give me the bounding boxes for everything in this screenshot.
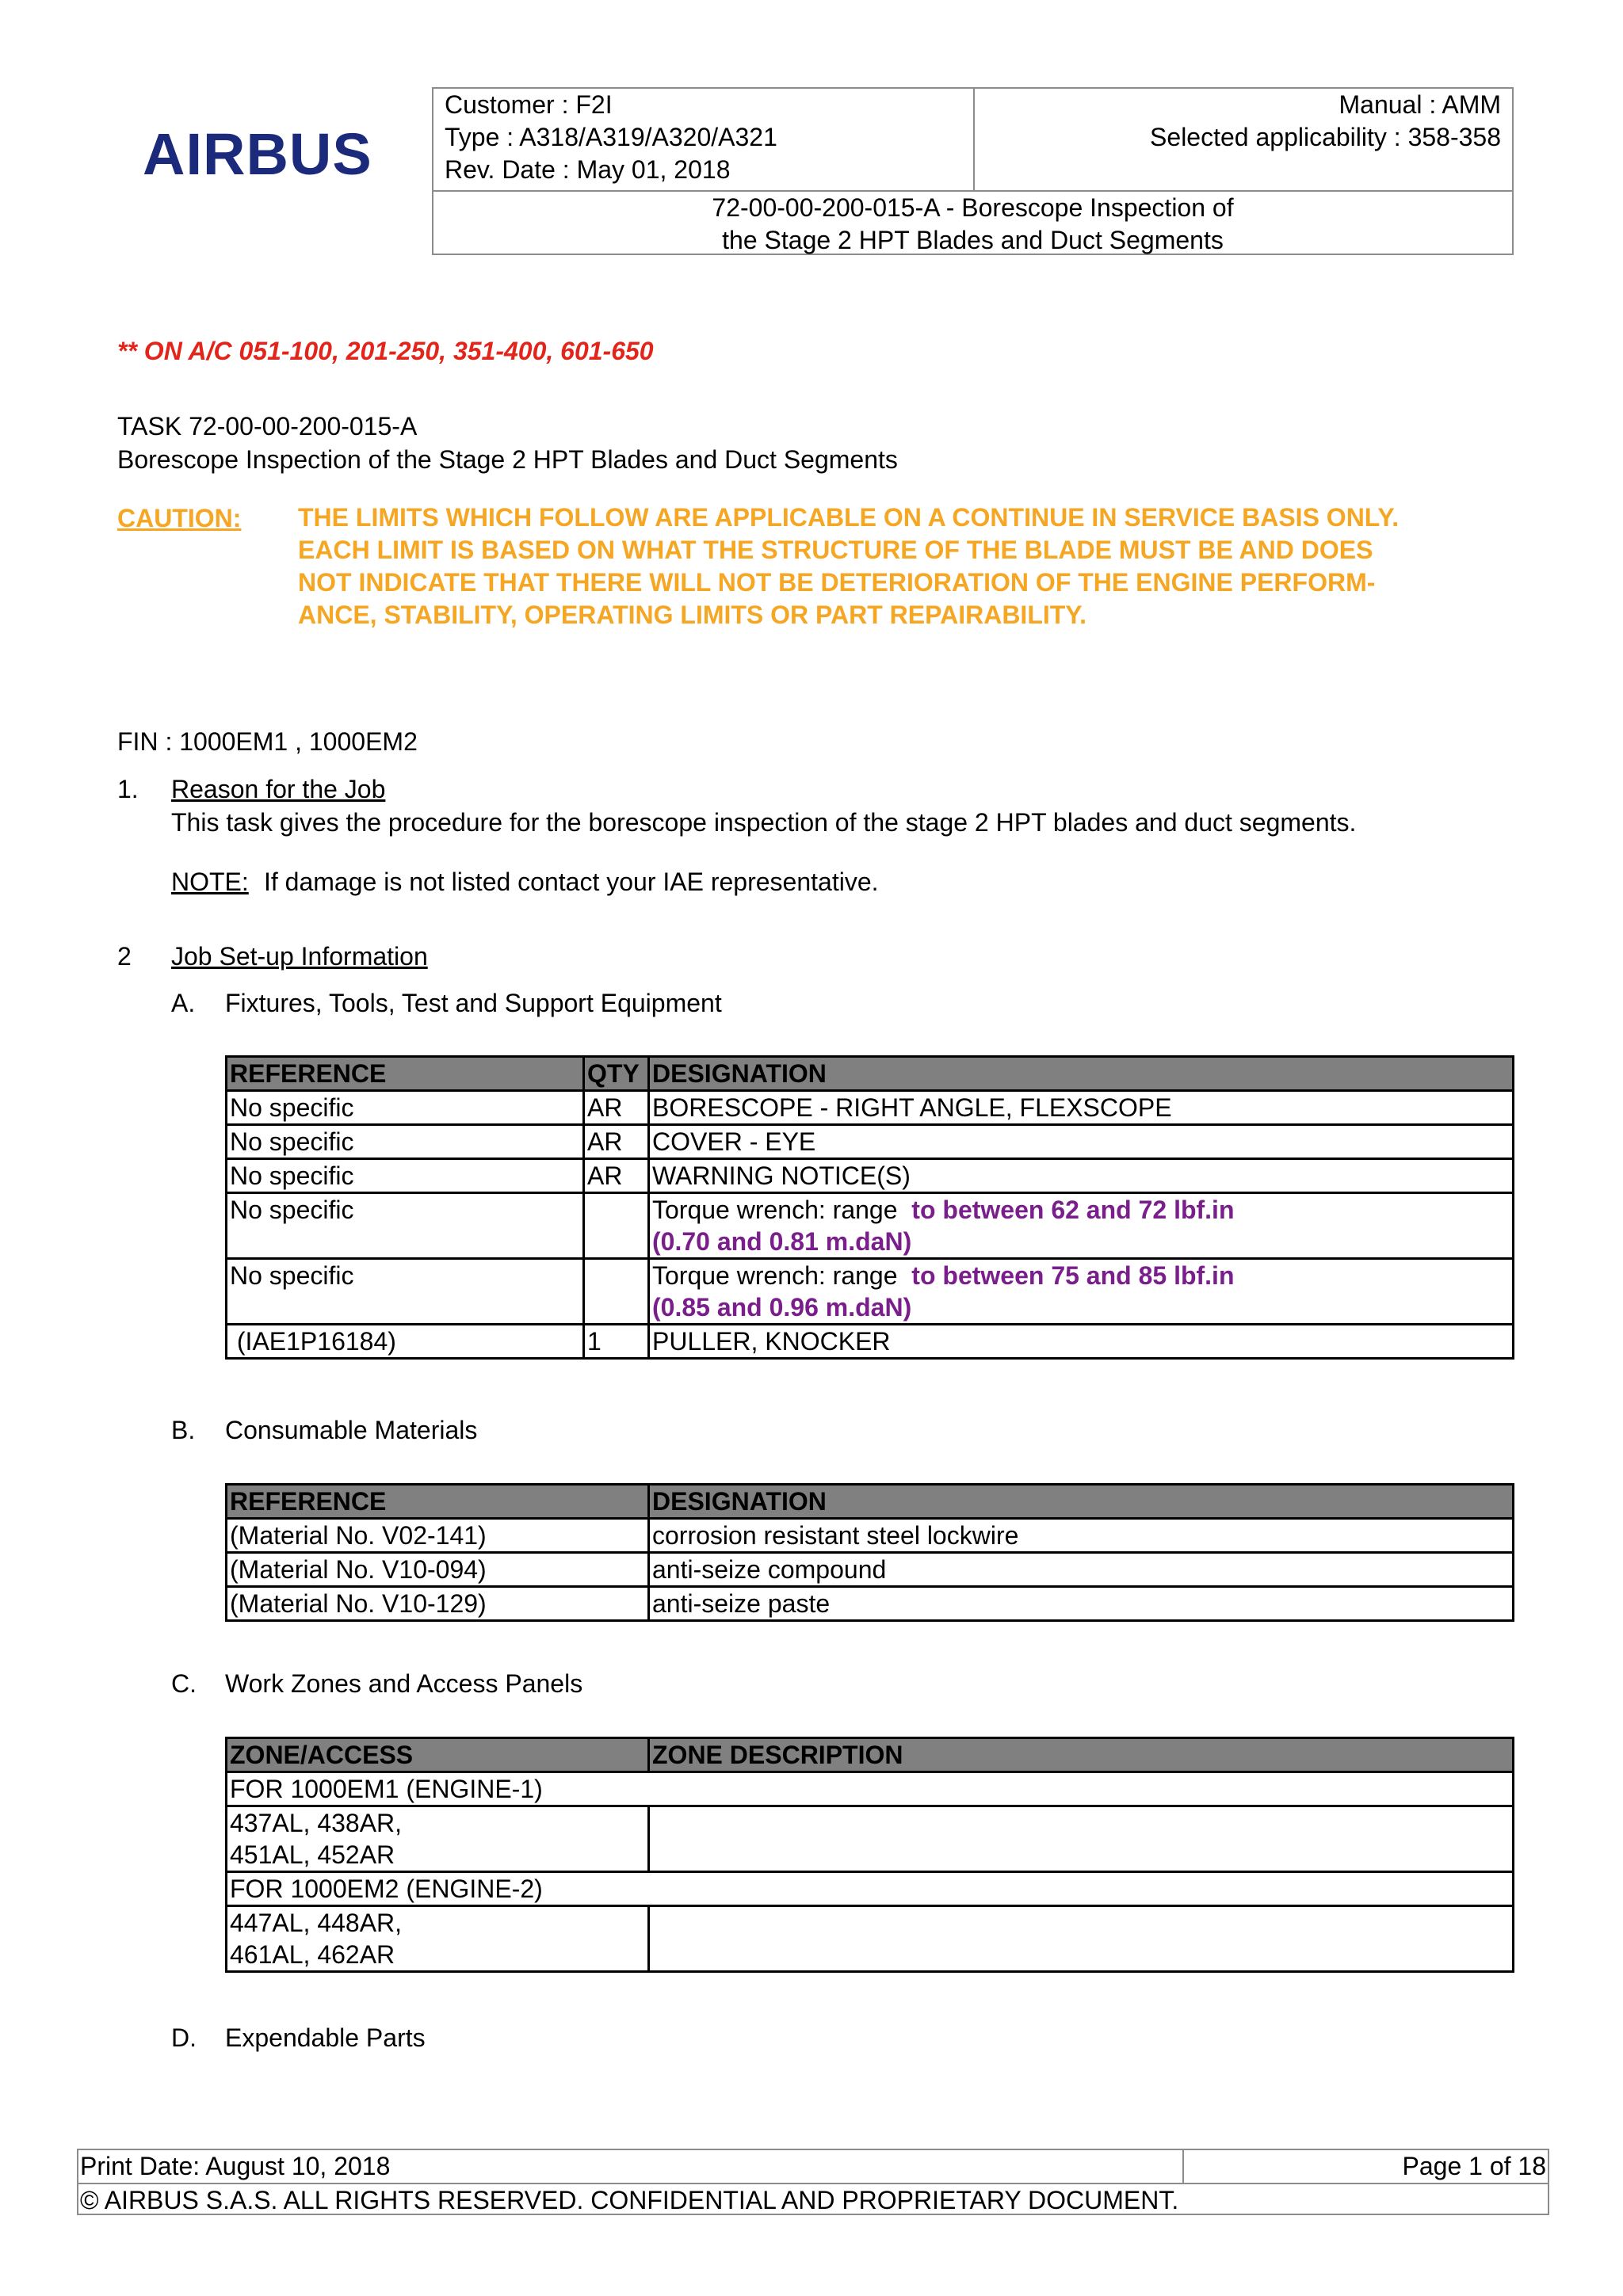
document-header	[432, 87, 1514, 255]
note-text: If damage is not listed contact your IAE representative.	[264, 868, 879, 896]
column-header-reference: REFERENCE	[227, 1485, 649, 1519]
column-header-zone-access: ZONE/ACCESS	[227, 1738, 649, 1772]
subsection-b-heading: Consumable Materials	[225, 1416, 478, 1444]
table-row	[227, 1325, 1514, 1359]
work-zones-table	[225, 1737, 1514, 1973]
cell-reference: No specific	[227, 1193, 584, 1259]
section1-text: This task gives the procedure for the borescope inspection of the stage 2 HPT blades and duct segments.	[171, 808, 1357, 837]
cell-reference: (Material No. V10-129)	[227, 1587, 649, 1621]
cell-designation: COVER - EYE	[649, 1125, 1514, 1159]
cell-qty	[584, 1193, 649, 1259]
cell-designation: BORESCOPE - RIGHT ANGLE, FLEXSCOPE	[649, 1091, 1514, 1125]
page-number: Page 1 of 18	[1402, 2152, 1546, 2180]
subsection-a-letter: A.	[171, 989, 196, 1017]
caution-line: NOT INDICATE THAT THERE WILL NOT BE DETERIORATION OF THE ENGINE PERFORM-	[298, 568, 1376, 597]
cell-designation: anti-seize paste	[649, 1587, 1514, 1621]
cell-designation: anti-seize compound	[649, 1553, 1514, 1587]
cell-reference: No specific	[227, 1159, 584, 1193]
table-row	[227, 1125, 1514, 1159]
column-header-designation: DESIGNATION	[649, 1057, 1514, 1091]
print-date: Print Date: August 10, 2018	[78, 2150, 1184, 2183]
table-row	[227, 1587, 1514, 1621]
airbus-logo	[141, 119, 395, 190]
consumables-table	[225, 1483, 1514, 1622]
caution-label: CAUTION:	[117, 504, 242, 532]
note-label: NOTE:	[171, 868, 249, 896]
revision-date-label: Rev. Date : May 01, 2018	[445, 155, 731, 184]
table-row	[227, 1772, 1514, 1806]
torque-range-metric: (0.85 and 0.96 m.daN)	[652, 1293, 912, 1322]
torque-range: to between 75 and 85 lbf.in	[911, 1261, 1235, 1290]
cell-reference: No specific	[227, 1259, 584, 1325]
manual-label: Manual : AMM	[1338, 90, 1501, 119]
engine2-group-label: FOR 1000EM2 (ENGINE-2)	[227, 1872, 1514, 1906]
column-header-designation: DESIGNATION	[649, 1485, 1514, 1519]
zone-list-line: 447AL, 448AR,	[230, 1909, 403, 1937]
section1-number: 1.	[117, 775, 139, 803]
torque-range-metric: (0.70 and 0.81 m.daN)	[652, 1227, 912, 1256]
cell-zone-description	[649, 1906, 1514, 1972]
task-title-line1: 72-00-00-200-015-A - Borescope Inspection of	[712, 193, 1234, 222]
cell-reference: (Material No. V10-094)	[227, 1553, 649, 1587]
column-header-reference: REFERENCE	[227, 1057, 584, 1091]
column-header-zone-description: ZONE DESCRIPTION	[649, 1738, 1514, 1772]
cell-qty: AR	[584, 1091, 649, 1125]
cell-qty: AR	[584, 1159, 649, 1193]
table-row	[227, 1806, 1514, 1872]
cell-designation: WARNING NOTICE(S)	[649, 1159, 1514, 1193]
designation-text: Torque wrench: range	[652, 1261, 898, 1290]
caution-line: ANCE, STABILITY, OPERATING LIMITS OR PART REPAIRABILITY.	[298, 601, 1086, 629]
task-title-line2: the Stage 2 HPT Blades and Duct Segments	[722, 226, 1224, 254]
applicability-label: Selected applicability : 358-358	[1150, 123, 1501, 151]
document-footer	[77, 2149, 1549, 2215]
copyright-notice: © AIRBUS S.A.S. ALL RIGHTS RESERVED. CONFIDENTIAL AND PROPRIETARY DOCUMENT.	[80, 2186, 1179, 2214]
fin-label: FIN : 1000EM1 , 1000EM2	[117, 727, 418, 756]
table-header-row	[227, 1057, 1514, 1091]
subsection-a-heading: Fixtures, Tools, Test and Support Equipment	[225, 989, 722, 1017]
table-row	[227, 1553, 1514, 1587]
task-title: Borescope Inspection of the Stage 2 HPT Blades and Duct Segments	[117, 445, 898, 474]
caution-text	[298, 502, 1399, 631]
table-row	[227, 1259, 1514, 1325]
cell-qty: AR	[584, 1125, 649, 1159]
section2-number: 2	[117, 942, 132, 971]
table-row	[227, 1091, 1514, 1125]
section2-heading: Job Set-up Information	[171, 942, 428, 971]
aircraft-type-label: Type : A318/A319/A320/A321	[445, 123, 777, 151]
effectivity-statement: ** ON A/C 051-100, 201-250, 351-400, 601-650	[117, 337, 654, 365]
table-header-row	[227, 1738, 1514, 1772]
table-row	[227, 1872, 1514, 1906]
torque-range: to between 62 and 72 lbf.in	[911, 1196, 1235, 1224]
caution-line: EACH LIMIT IS BASED ON WHAT THE STRUCTURE OF THE BLADE MUST BE AND DOES	[298, 536, 1373, 564]
table-row	[227, 1193, 1514, 1259]
section1-heading: Reason for the Job	[171, 775, 386, 803]
cell-zone-description	[649, 1806, 1514, 1872]
subsection-d-letter: D.	[171, 2023, 197, 2052]
cell-reference: No specific	[227, 1125, 584, 1159]
caution-line: THE LIMITS WHICH FOLLOW ARE APPLICABLE ON A CONTINUE IN SERVICE BASIS ONLY.	[298, 503, 1400, 532]
table-row	[227, 1906, 1514, 1972]
customer-label: Customer : F2I	[445, 90, 613, 119]
cell-reference: No specific	[227, 1091, 584, 1125]
designation-text: Torque wrench: range	[652, 1196, 898, 1224]
zone-list-line: 461AL, 462AR	[230, 1940, 395, 1969]
tools-table	[225, 1055, 1514, 1360]
cell-reference: (Material No. V02-141)	[227, 1519, 649, 1553]
cell-qty: 1	[584, 1325, 649, 1359]
cell-designation	[649, 1259, 1514, 1325]
task-number: TASK 72-00-00-200-015-A	[117, 412, 418, 441]
zone-list-line: 437AL, 438AR,	[230, 1809, 403, 1837]
subsection-c-letter: C.	[171, 1669, 197, 1698]
subsection-b-letter: B.	[171, 1416, 196, 1444]
column-header-qty: QTY	[584, 1057, 649, 1091]
cell-reference: (IAE1P16184)	[227, 1325, 584, 1359]
subsection-c-heading: Work Zones and Access Panels	[225, 1669, 583, 1698]
cell-designation	[649, 1193, 1514, 1259]
svg-text:AIRBUS: AIRBUS	[143, 121, 372, 187]
cell-designation: corrosion resistant steel lockwire	[649, 1519, 1514, 1553]
cell-qty	[584, 1259, 649, 1325]
engine1-group-label: FOR 1000EM1 (ENGINE-1)	[227, 1772, 1514, 1806]
table-row	[227, 1519, 1514, 1553]
cell-zone-access	[227, 1906, 649, 1972]
table-row	[227, 1159, 1514, 1193]
subsection-d-heading: Expendable Parts	[225, 2023, 426, 2052]
table-header-row	[227, 1485, 1514, 1519]
cell-zone-access	[227, 1806, 649, 1872]
cell-designation: PULLER, KNOCKER	[649, 1325, 1514, 1359]
zone-list-line: 451AL, 452AR	[230, 1840, 395, 1869]
